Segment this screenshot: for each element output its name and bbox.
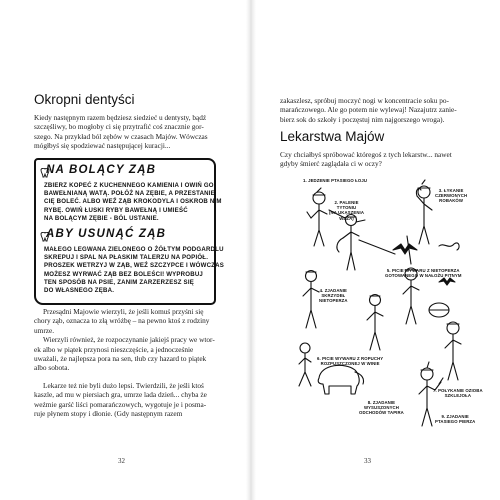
text-line: RYBĘ. OWIŃ ŁUSKI RYBY BAWEŁNĄ I UMIEŚĆ <box>44 206 188 214</box>
text-line: marańczowego. Ale go potem nie wylewaj! Nazajutrz zanie- <box>280 105 457 115</box>
text-line: PROSZEK WETRZYJ W ZĄB, WEŹ SZCZYPCE I WÓWCZAS <box>44 262 224 270</box>
text-line: mógłbyś się spodziewać następującej kuracji... <box>34 141 171 151</box>
text-line: albo sobota. <box>34 363 70 373</box>
page-number-right: 33 <box>364 457 371 465</box>
page-number-left: 32 <box>118 457 125 465</box>
text-line: ek albo w piątek przynosi nieszczęście, a jednocześnie <box>34 344 194 354</box>
text-line: weźmie garść liści pomarańczowych, wygotuje je i posma- <box>34 399 207 409</box>
left-page-heading: Okropni dentyści <box>34 92 135 107</box>
label-line: 1. JEDZENIE PTASIEGO ŁOJU <box>303 178 368 183</box>
text-line: chory ząb, oznacza to złą wróżbę – na pewno ktoś z rodziny <box>34 316 210 326</box>
label-line: SZKLEJOŁA <box>444 393 472 399</box>
left-paragraph-superstitions <box>34 307 215 373</box>
label-line: GOTOWANEGO W NAŁOŻU PITNYM <box>385 273 462 279</box>
text-line: gdyby śmierć zaglądała ci w oczy? <box>280 159 382 169</box>
box-title-remove-tooth: ABY USUNĄĆ ZĄB <box>46 228 167 240</box>
tooth-icon <box>40 232 50 242</box>
text-line: zakaszlesz, spróbuj moczyć nogi w koncentracie soku po- <box>280 96 449 105</box>
remedy-label-3 <box>435 188 467 204</box>
remedy-box <box>34 158 224 305</box>
text-line: Czy chciałbyś spróbować któregoś z tych lekarstw... nawet <box>280 150 452 159</box>
remedy-label-1 <box>303 178 367 183</box>
left-paragraph-doctors <box>34 381 212 419</box>
remedy-label-6 <box>317 356 383 366</box>
label-line: WYSUSZONYCH <box>363 405 399 411</box>
text-line: uważali, że najlepsza pora na sen, tłub czy hazard to piątek <box>34 354 207 364</box>
label-line: 8. ZJADANIE <box>367 400 396 405</box>
text-line: bierz sok do szkoły i poczęstuj nim najgorszego wroga). <box>280 114 445 124</box>
label-line: TYTONIU <box>336 205 357 211</box>
label-line: 6. PICIE WYWARU Z ROPUCHY <box>317 356 384 361</box>
remedy-label-8 <box>359 400 404 416</box>
label-line: CZERWONYCH <box>435 193 468 199</box>
box-title-aching-tooth: NA BOLĄCY ZĄB <box>46 164 157 176</box>
label-line: PTASIEGO PIERZA <box>435 419 476 425</box>
text-line: szego. Na przykład ból zębów w czasach Majów. Wówczas <box>34 131 208 141</box>
box-text-aching-tooth <box>44 182 222 223</box>
left-intro-paragraph <box>34 113 212 151</box>
text-line: kaszle, ad mu w piersiach gra, umrze lada dzień... chyba że <box>34 390 207 400</box>
text-line: Kiedy następnym razem będziesz siedzieć u dentysty, bądź <box>34 113 207 122</box>
text-line: TEN SPOSÓB NA PSIE, ZANIM ZARZERZESZ SIĘ <box>44 278 194 286</box>
remedy-label-9 <box>435 414 475 424</box>
label-line: ODCHODÓW TAPIRA <box>359 410 404 416</box>
left-page <box>0 0 246 500</box>
text-line: Przesądni Majowie wierzyli, że jeśli komuś przyśni się <box>43 307 204 316</box>
label-line: 2. PALENIE <box>334 200 359 205</box>
label-line: 7. POŁYKANIE OZIOBA <box>433 388 483 393</box>
label-line: 9. ZJADANIE <box>441 414 469 419</box>
maya-remedies-illustration <box>289 178 483 431</box>
text-line: MOŻESZ WYRWAĆ ZĄB BEZ BOLEŚCI! WYPROBUJ <box>44 270 204 278</box>
label-line: 4. ZJADANIE <box>319 288 347 293</box>
label-line: 5. PICIE WYWARU Z NIETOPERZA <box>386 268 460 273</box>
text-line: MAŁEGO LEGWANA ZIELONEGO O ŻÓŁTYM PODGARDLU <box>44 246 224 253</box>
label-line: (NA UKĄSZENIA <box>329 210 365 216</box>
label-line: ROBAKÓW <box>439 198 464 204</box>
remedy-label-5 <box>385 268 462 278</box>
label-line: WĘŻA) <box>339 215 354 221</box>
text-line: ruje płynem stopy i dłonie. (Gdy następnym razem <box>34 409 183 419</box>
right-intro-paragraph <box>280 150 466 169</box>
text-line: ZBIERZ KOPEĆ Z KUCHENNEGO KAMIENIA I OWIŃ GO <box>44 182 214 189</box>
remedy-label-2 <box>329 200 364 221</box>
remedy-label-7 <box>433 388 483 398</box>
text-line: szczęśliwy, bo mogłoby ci się przytrafić coś znacznie gor- <box>34 122 204 132</box>
label-line: 3. ŁYKANIE <box>438 188 464 193</box>
text-line: umrze. <box>34 325 55 335</box>
text-line: BAWEŁNIANĄ WATĄ. POŁÓŻ NA ZĘBIE, A PRZESTANIE <box>44 190 215 198</box>
text-line: SKREPUJ I SPAL NA PŁASKIM TALERZU NA POPIÓŁ. <box>44 254 209 262</box>
text-line: CIĘ BOLEĆ. ALBO WEŹ ZĄB KROKODYLA I OSKROB NIM <box>44 198 222 206</box>
remedy-label-4 <box>319 288 348 304</box>
right-top-paragraph <box>280 96 466 124</box>
right-page-heading: Lekarstwa Majów <box>280 129 385 144</box>
text-line: Lekarze też nie byli dużo lepsi. Twierdzili, że jeśli ktoś <box>43 381 204 390</box>
label-line: NIETOPERZA <box>319 298 348 304</box>
book-gutter <box>246 0 256 500</box>
label-line: ROZPUSZCZONEJ W WINIE <box>320 361 380 367</box>
text-line: DO WŁASNEGO ZĘBA. <box>44 287 115 295</box>
text-line: Wierzyli również, że rozpoczynanie jakiejś pracy we wtor- <box>43 335 215 345</box>
box-text-remove-tooth <box>44 246 224 295</box>
text-line: NA BOLĄCYM ZĘBIE - BÓL USTANIE. <box>44 214 159 222</box>
tooth-icon <box>40 168 50 178</box>
label-line: SKRZYDEŁ <box>321 293 346 299</box>
